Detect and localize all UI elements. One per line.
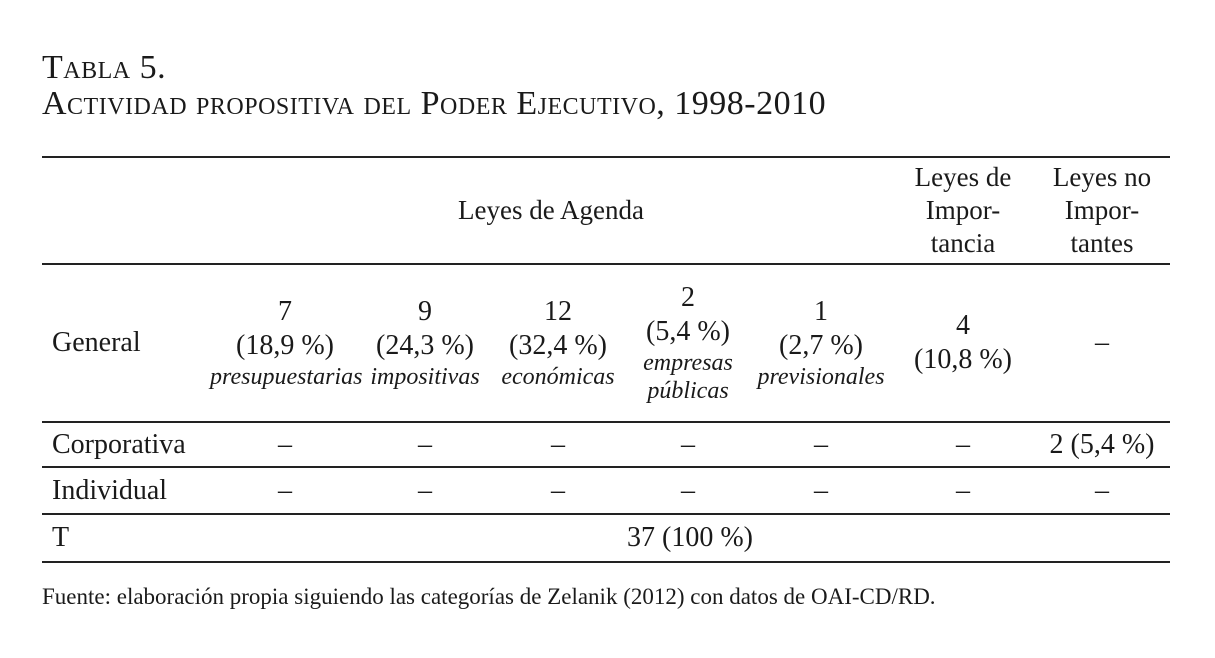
cell-general-economicas [490, 264, 626, 422]
cell-percent: (24,3 %) [376, 330, 474, 361]
cell-corporativa-presupuestarias: – [210, 422, 360, 467]
cell-corporativa-importancia: – [892, 422, 1034, 467]
cell-category: económicas [501, 364, 615, 390]
header-leyes-no-importantes: Leyes no Impor- tantes [1034, 157, 1170, 264]
header-leyes-de-importancia: Leyes de Impor- tancia [892, 157, 1034, 264]
cell-corporativa-impositivas: – [360, 422, 490, 467]
row-label-corporativa: Corporativa [42, 422, 210, 467]
cell-individual-empresas-publicas: – [626, 467, 750, 514]
table-title: Actividad propositiva del Poder Ejecutivo, 1998-2010 [42, 85, 827, 122]
row-individual [42, 467, 1170, 514]
header-row [42, 157, 1170, 264]
cell-individual-no-importantes: – [1034, 467, 1170, 514]
header-empty-cell [42, 157, 210, 264]
source-note: Fuente: elaboración propia siguiendo las categorías de Zelanik (2012) con datos de OAI-CD/RD. [42, 584, 936, 609]
cell-value: 4 [956, 310, 970, 341]
cell-general-impositivas [360, 264, 490, 422]
cell-individual-importancia: – [892, 467, 1034, 514]
table-body [42, 264, 1170, 562]
row-label-individual: Individual [42, 467, 210, 514]
cell-general-no-importantes: – [1034, 264, 1170, 422]
cell-general-presupuestarias [210, 264, 363, 422]
row-corporativa [42, 422, 1170, 467]
cell-category: impositivas [370, 364, 480, 390]
cell-individual-impositivas: – [360, 467, 490, 514]
cell-individual-economicas: – [490, 467, 626, 514]
cell-general-empresas-publicas [626, 264, 750, 422]
cell-value: 1 [814, 296, 828, 327]
table-number: Tabla 5. [42, 49, 167, 86]
cell-individual-previsionales: – [750, 467, 892, 514]
cell-category: previsionales [757, 364, 885, 390]
cell-corporativa-economicas: – [490, 422, 626, 467]
cell-corporativa-previsionales: – [750, 422, 892, 467]
cell-value: 2 [681, 282, 695, 313]
table-caption [42, 50, 1170, 122]
row-total [42, 514, 1170, 562]
cell-percent: (5,4 %) [646, 316, 730, 347]
cell-corporativa-empresas-publicas: – [626, 422, 750, 467]
cell-corporativa-no-importantes: 2 (5,4 %) [1034, 422, 1170, 467]
row-label-general: General [42, 264, 210, 422]
cell-value: 12 [544, 296, 572, 327]
cell-total-value: 37 (100 %) [210, 514, 1170, 562]
table-header [42, 157, 1170, 264]
cell-general-previsionales [750, 264, 892, 422]
cell-individual-presupuestarias: – [210, 467, 360, 514]
cell-category: empresas públicas [643, 350, 733, 404]
cell-value: 7 [278, 296, 292, 327]
cell-percent: (2,7 %) [779, 330, 863, 361]
cell-general-importancia [892, 264, 1034, 422]
row-general [42, 264, 1170, 422]
cell-percent: (32,4 %) [509, 330, 607, 361]
data-table [42, 156, 1170, 563]
cell-percent: (10,8 %) [914, 344, 1012, 375]
cell-value: 9 [418, 296, 432, 327]
cell-category: presupuestarias [210, 364, 363, 390]
row-label-total: T [42, 514, 210, 562]
cell-percent: (18,9 %) [236, 330, 334, 361]
header-leyes-de-agenda: Leyes de Agenda [210, 157, 892, 264]
